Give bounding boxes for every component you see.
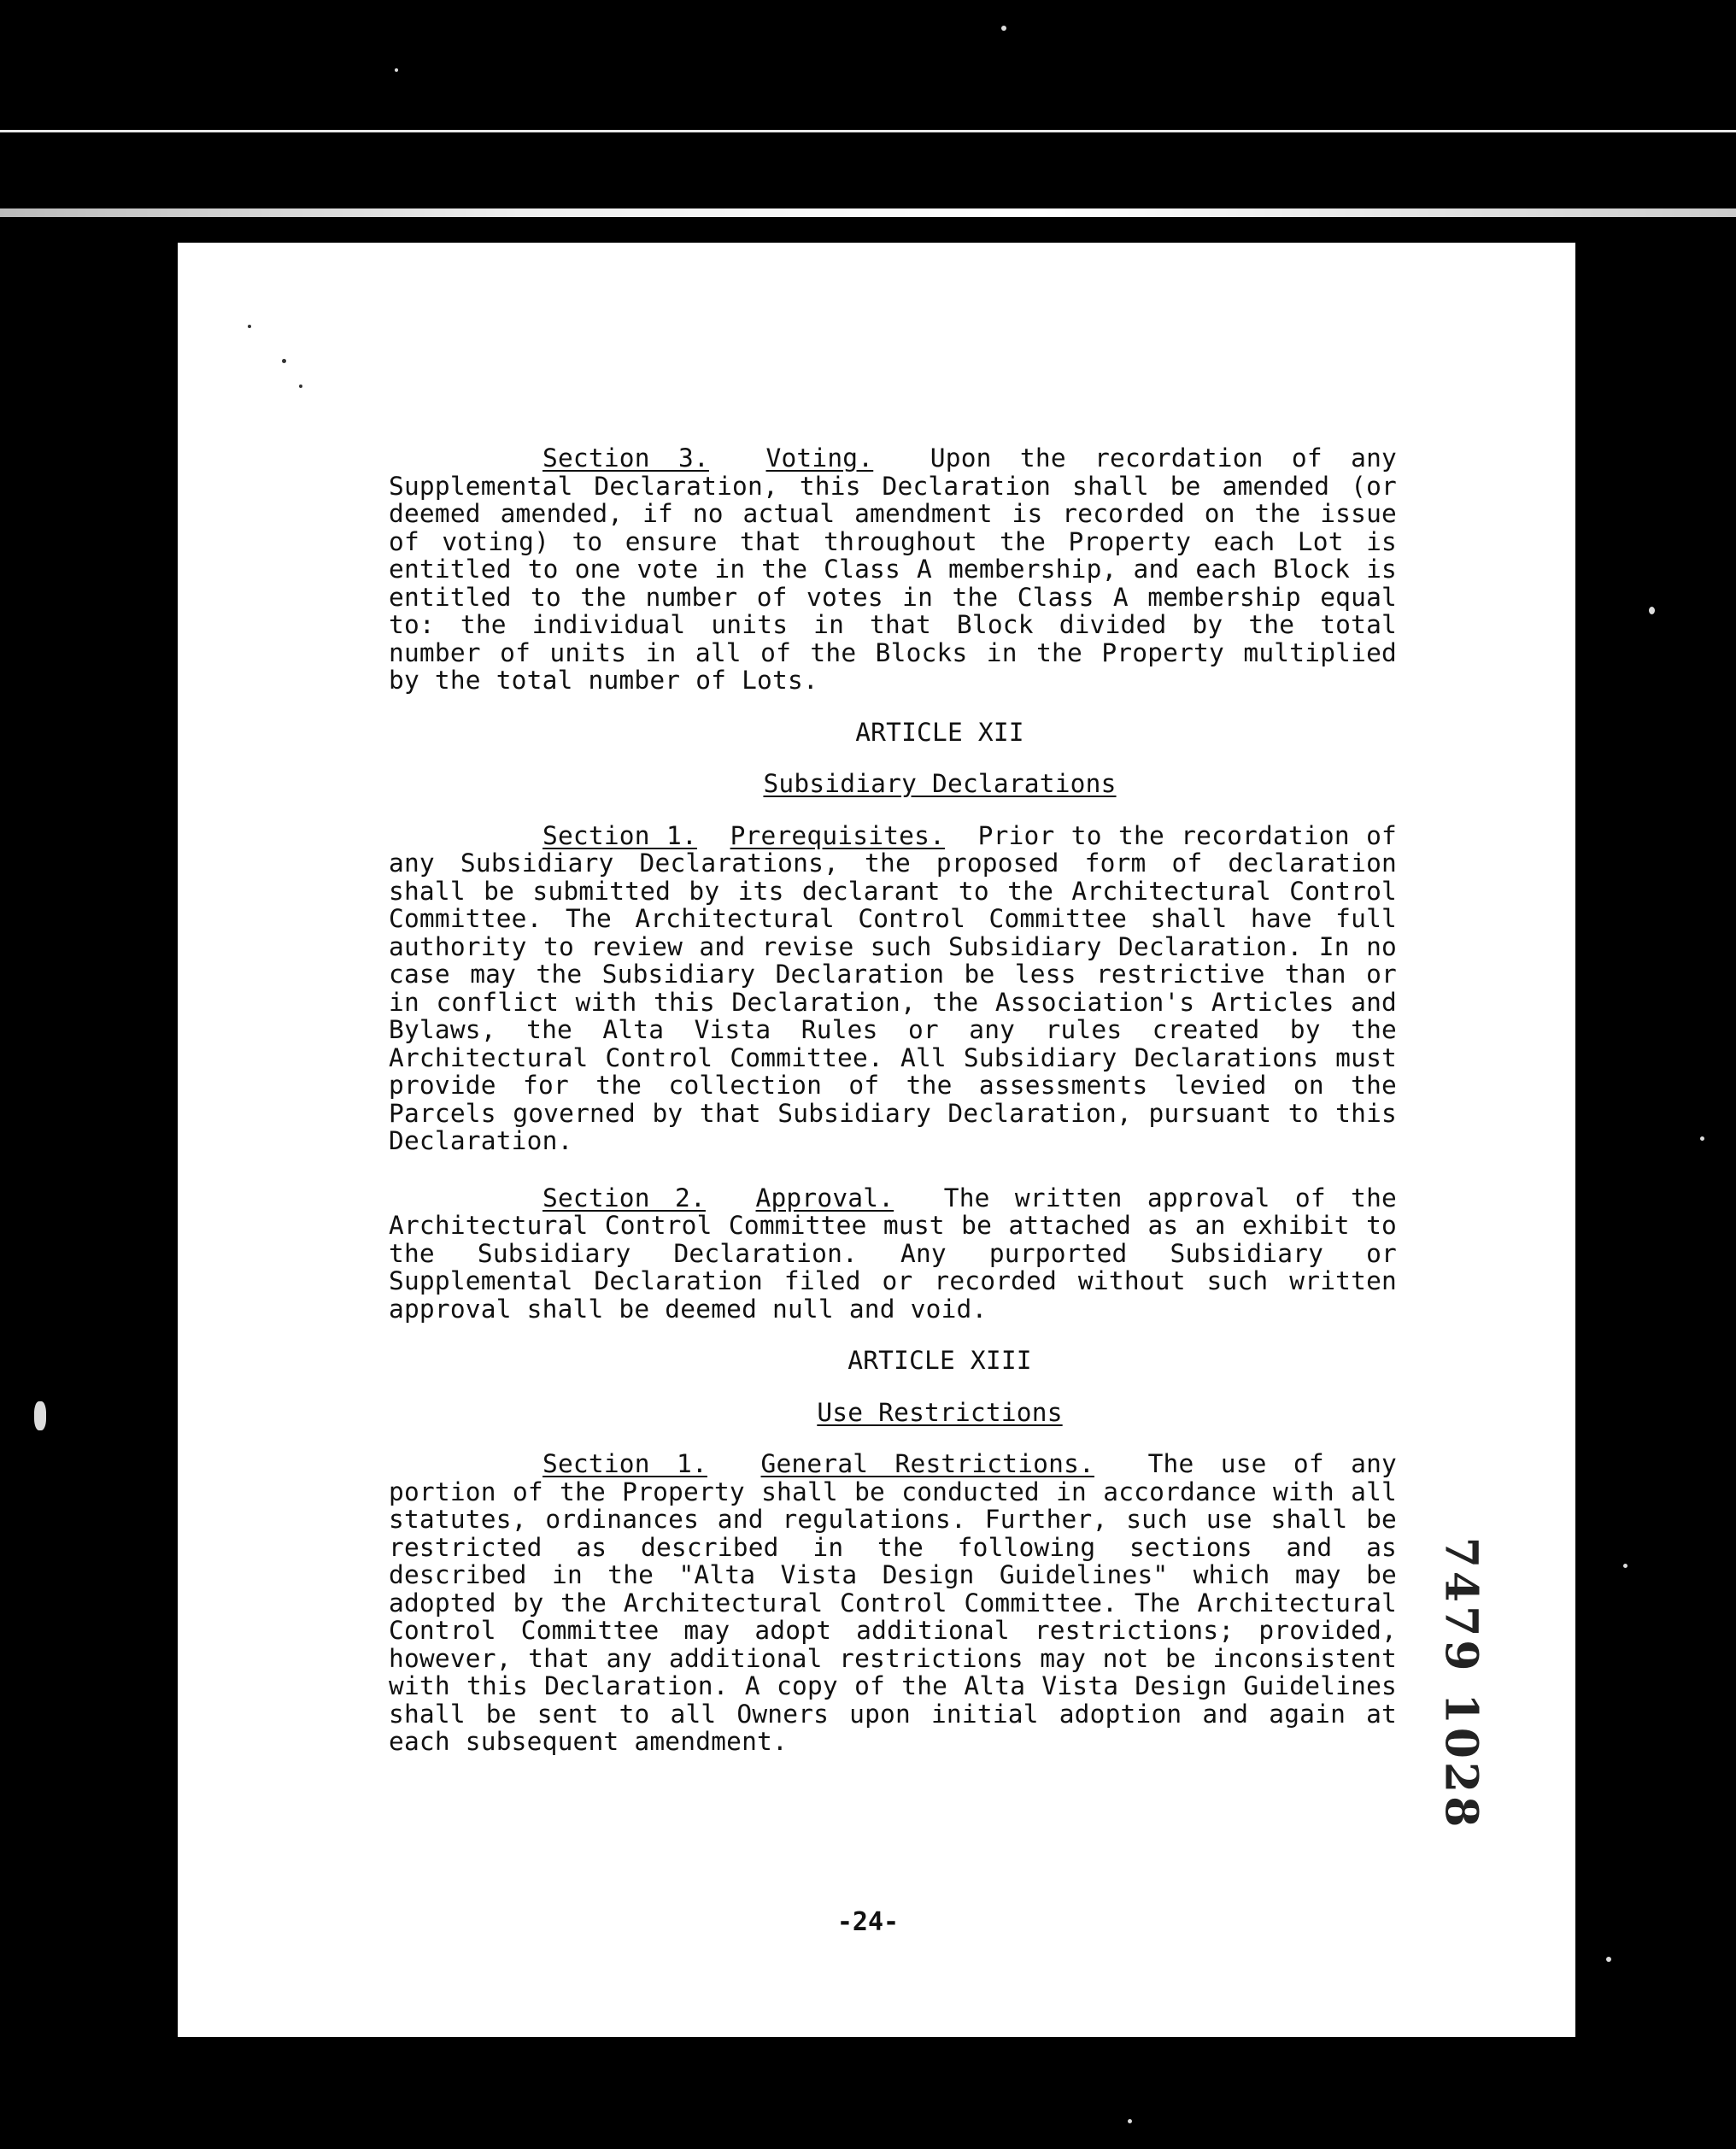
section-number: Section 1.: [542, 1449, 707, 1478]
scan-speck: [1128, 2119, 1132, 2123]
scan-speck: [1649, 607, 1655, 614]
article-11-section-3: [389, 444, 1397, 695]
section-body: Prior to the recordation of any Subsidiary Declarations, the proposed form of declaration shall be submitted by its declarant to the Architectural Control Committee. The Architectural Control Committee shall have full authority to review and revise such Subsidiary Declaration. In no case may the Subsidiary Declaration be less restrictive than or in conflict with this Declaration, the Association's Articles and Bylaws, the Alta Vista Rules or any rules created by the Architectural Control Committee. All Subsidiary Declarations must provide for the collection of the assessments levied on the Parcels governed by that Subsidiary Declaration, pursuant to this Declaration.: [389, 820, 1398, 1155]
scan-speck: [1623, 1564, 1628, 1568]
document-body: [389, 444, 1397, 1756]
scan-speck: [1001, 26, 1006, 31]
article-label: ARTICLE XII: [855, 717, 1024, 747]
section-number: Section 1.: [542, 820, 697, 850]
scan-speck: [34, 1401, 46, 1430]
section-title: Approval.: [755, 1183, 894, 1212]
scan-speck: [395, 68, 398, 72]
section-title: Prerequisites.: [730, 820, 946, 850]
section-title: Voting.: [765, 443, 874, 473]
article-title: Use Restrictions: [817, 1397, 1063, 1427]
page-number: -24-: [836, 1907, 900, 1937]
article-12-section-2: [389, 1184, 1397, 1324]
article-13-section-1: [389, 1450, 1397, 1756]
scan-edge-band: [0, 208, 1736, 217]
section-body: Upon the recordation of any Supplemental Declaration, this Declaration shall be amended (or deemed amended, if no actual amendment is recorded on the issue of voting) to ensure that throughout the Property each Lot is entitled to one vote in the Class A membership, and each Block is entitled to the number of votes in the Class A membership equal to: the individual units in that Block divided by the total number of units in all of the Blocks in the Property multiplied by the total number of Lots.: [389, 443, 1398, 695]
recording-stamp: [1418, 1530, 1504, 1837]
section-title: General Restrictions.: [760, 1449, 1095, 1478]
article-label: ARTICLE XIII: [847, 1346, 1032, 1375]
scan-speck: [1700, 1136, 1704, 1141]
page-speck: [282, 359, 286, 363]
page-speck: [299, 385, 302, 388]
recording-stamp-number: 7479 1028: [1434, 1536, 1487, 1830]
article-title: Subsidiary Declarations: [763, 769, 1117, 798]
scan-edge-line: [0, 130, 1736, 132]
section-number: Section 2.: [542, 1183, 706, 1212]
article-12-section-1: [389, 822, 1397, 1155]
scan-speck: [1606, 1957, 1611, 1962]
section-body: The written approval of the Architectural Control Committee must be attached as an exhibit to the Subsidiary Declaration. Any purported Subsidiary or Supplemental Declaration filed or recorded without such written approval shall be deemed null and void.: [389, 1183, 1397, 1324]
page-speck: [248, 325, 251, 328]
section-body: The use of any portion of the Property shall be conducted in accordance with all statutes, ordinances and regulations. Further, such use shall be restricted as described in the following sections and as described in the "Alta Vista Design Guidelines" which may be adopted by the Architectural Control Committee. The Architectural Control Committee may adopt additional restrictions; provided, however, that any additional restrictions may not be inconsistent with this Declaration. A copy of the Alta Vista Design Guidelines shall be sent to all Owners upon initial adoption and again at each subsequent amendment.: [389, 1449, 1398, 1756]
section-number: Section 3.: [542, 443, 709, 473]
